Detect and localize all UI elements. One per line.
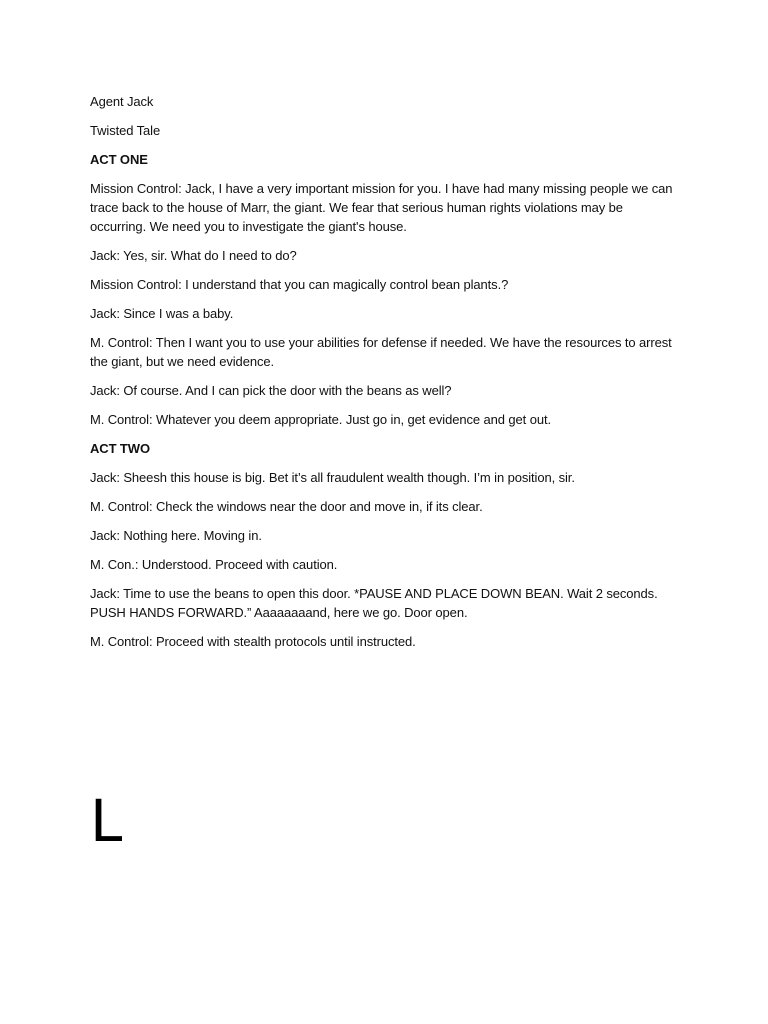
dialogue-line: M. Control: Proceed with stealth protocols until instructed. bbox=[90, 634, 416, 649]
document-body bbox=[90, 92, 680, 661]
dialogue-line: M. Control: Then I want you to use your abilities for defense if needed. We have the resources to arrest the giant, but we need evidence. bbox=[90, 335, 672, 369]
dialogue-line: M. Control: Whatever you deem appropriate. Just go in, get evidence and get out. bbox=[90, 412, 551, 427]
dialogue-line: Mission Control: I understand that you can magically control bean plants.? bbox=[90, 277, 509, 292]
act-heading: ACT TWO bbox=[90, 441, 150, 456]
dialogue-line: Mission Control: Jack, I have a very important mission for you. I have had many missing people we can trace back to the house of Marr, the giant. We fear that serious human rights violations may be occurring. We need you to investigate the giant's house. bbox=[90, 181, 673, 234]
dialogue-line: Jack: Sheesh this house is big. Bet it’s all fraudulent wealth though. I’m in position, sir. bbox=[90, 470, 575, 485]
act-heading: ACT ONE bbox=[90, 152, 148, 167]
document-subtitle: Twisted Tale bbox=[90, 123, 161, 138]
dialogue-line: Jack: Yes, sir. What do I need to do? bbox=[90, 248, 297, 263]
document-title: Agent Jack bbox=[90, 94, 154, 109]
dialogue-line: Jack: Of course. And I can pick the door with the beans as well? bbox=[90, 383, 452, 398]
dialogue-line: Jack: Time to use the beans to open this door. *PAUSE AND PLACE DOWN BEAN. Wait 2 seconds. PUSH HANDS FORWARD.” Aaaaaaaand, here we go. Door open. bbox=[90, 586, 658, 620]
stray-large-letter: L bbox=[90, 787, 123, 855]
dialogue-line: M. Control: Check the windows near the door and move in, if its clear. bbox=[90, 499, 483, 514]
dialogue-line: Jack: Nothing here. Moving in. bbox=[90, 528, 262, 543]
dialogue-line: Jack: Since I was a baby. bbox=[90, 306, 234, 321]
dialogue-line: M. Con.: Understood. Proceed with caution. bbox=[90, 557, 338, 572]
